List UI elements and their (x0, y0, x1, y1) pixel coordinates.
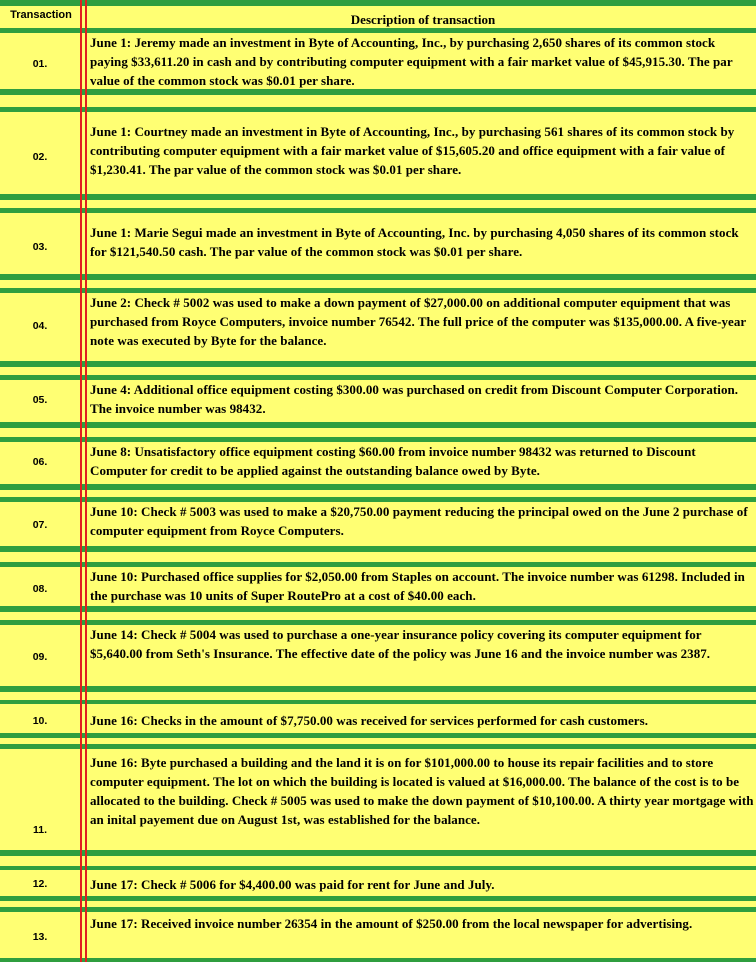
transaction-number: 03. (32, 241, 48, 253)
transaction-description: June 1: Marie Segui made an investment in Byte of Accounting, Inc. by purchasing 4,050 shares of its common stock for $121,540.50 cash. The par value of the common stock was $0.01 per share. (90, 225, 739, 259)
header-description: Description of transaction (350, 12, 496, 27)
transaction-number: 09. (32, 651, 48, 663)
transaction-description: June 17: Check # 5006 for $4,400.00 was paid for rent for June and July. (90, 877, 495, 892)
row-divider (0, 958, 756, 962)
transaction-number: 08. (32, 583, 48, 595)
row-divider (0, 89, 756, 95)
transaction-number: 05. (32, 394, 48, 406)
transaction-description: June 8: Unsatisfactory office equipment costing $60.00 from invoice number 98432 was returned to Discount Computer for credit to be applied against the outstanding balance owed by Byte. (90, 444, 696, 478)
transaction-number: 11. (32, 824, 48, 836)
transaction-description: June 1: Courtney made an investment in Byte of Accounting, Inc., by purchasing 561 shares of its common stock by contributing computer equipment with a fair market value of $15,605.20 and office equipment with a fair value of $1,230.41. The par value of the common stock was $0.01 per share. (90, 124, 735, 177)
transaction-number: 10. (32, 715, 48, 727)
transaction-description: June 14: Check # 5004 was used to purchase a one-year insurance policy covering its computer equipment for $5,640.00 from Seth's Insurance. The effective date of the policy was June 16 and the invoice number was 2387. (90, 627, 711, 661)
vertical-rule-right (85, 0, 87, 962)
vertical-rule-left (80, 0, 82, 962)
row-divider (0, 484, 756, 490)
row-divider (0, 744, 756, 749)
row-divider (0, 896, 756, 901)
transaction-number: 02. (32, 151, 48, 163)
transaction-number: 06. (32, 456, 48, 468)
row-divider (0, 733, 756, 738)
row-divider (0, 700, 756, 704)
row-divider (0, 422, 756, 428)
row-divider (0, 606, 756, 612)
transaction-description: June 10: Check # 5003 was used to make a $20,750.00 payment reducing the principal owed on the June 2 purchase of computer equipment from Royce Computers. (90, 504, 748, 538)
row-divider (0, 907, 756, 912)
transaction-description: June 4: Additional office equipment costing $300.00 was purchased on credit from Discount Computer Corporation. The invoice number was 98432. (90, 382, 739, 416)
transaction-description: June 17: Received invoice number 26354 in the amount of $250.00 from the local newspaper for advertising. (90, 916, 693, 931)
row-divider (0, 274, 756, 280)
row-divider (0, 686, 756, 692)
transaction-number: 01. (32, 58, 48, 70)
transaction-number: 04. (32, 320, 48, 332)
transaction-description: June 1: Jeremy made an investment in Byte of Accounting, Inc., by purchasing 2,650 shares of its common stock paying $33,611.20 in cash and by contributing computer equipment with a fair market value of $45,915.30. The par value of the common stock was $0.01 per share. (90, 35, 733, 88)
row-divider (0, 546, 756, 552)
transaction-number: 12. (32, 878, 48, 890)
header-transaction: Transaction (10, 9, 72, 21)
transaction-description: June 16: Checks in the amount of $7,750.00 was received for services performed for cash customers. (90, 713, 649, 728)
top-bar (0, 0, 756, 6)
row-divider (0, 866, 756, 870)
transaction-number: 07. (32, 519, 48, 531)
transaction-description: June 16: Byte purchased a building and the land it is on for $101,000.00 to house its repair facilities and to store computer equipment. The lot on which the building is located is valued at $16,000.00. The balance of the cost is to be allocated to the building. Check # 5005 was used to make the down payment of $10,100.00. A thirty year mortgage with an inital payement due on August 1st, was established for the balance. (90, 755, 754, 827)
row-divider (0, 361, 756, 367)
row-divider (0, 107, 756, 112)
row-divider (0, 194, 756, 200)
transaction-description: June 10: Purchased office supplies for $2,050.00 from Staples on account. The invoice number was 61298. Included in the purchase was 10 units of Super RoutePro at a cost of $40.00 each. (90, 569, 745, 603)
transaction-number: 13. (32, 931, 48, 943)
row-divider (0, 208, 756, 213)
transaction-description: June 2: Check # 5002 was used to make a down payment of $27,000.00 on additional computer equipment that was purchased from Royce Computers, invoice number 76542. The full price of the computer was $135,000.00. A five-year note was executed by Byte for the balance. (90, 295, 746, 348)
row-divider (0, 850, 756, 856)
